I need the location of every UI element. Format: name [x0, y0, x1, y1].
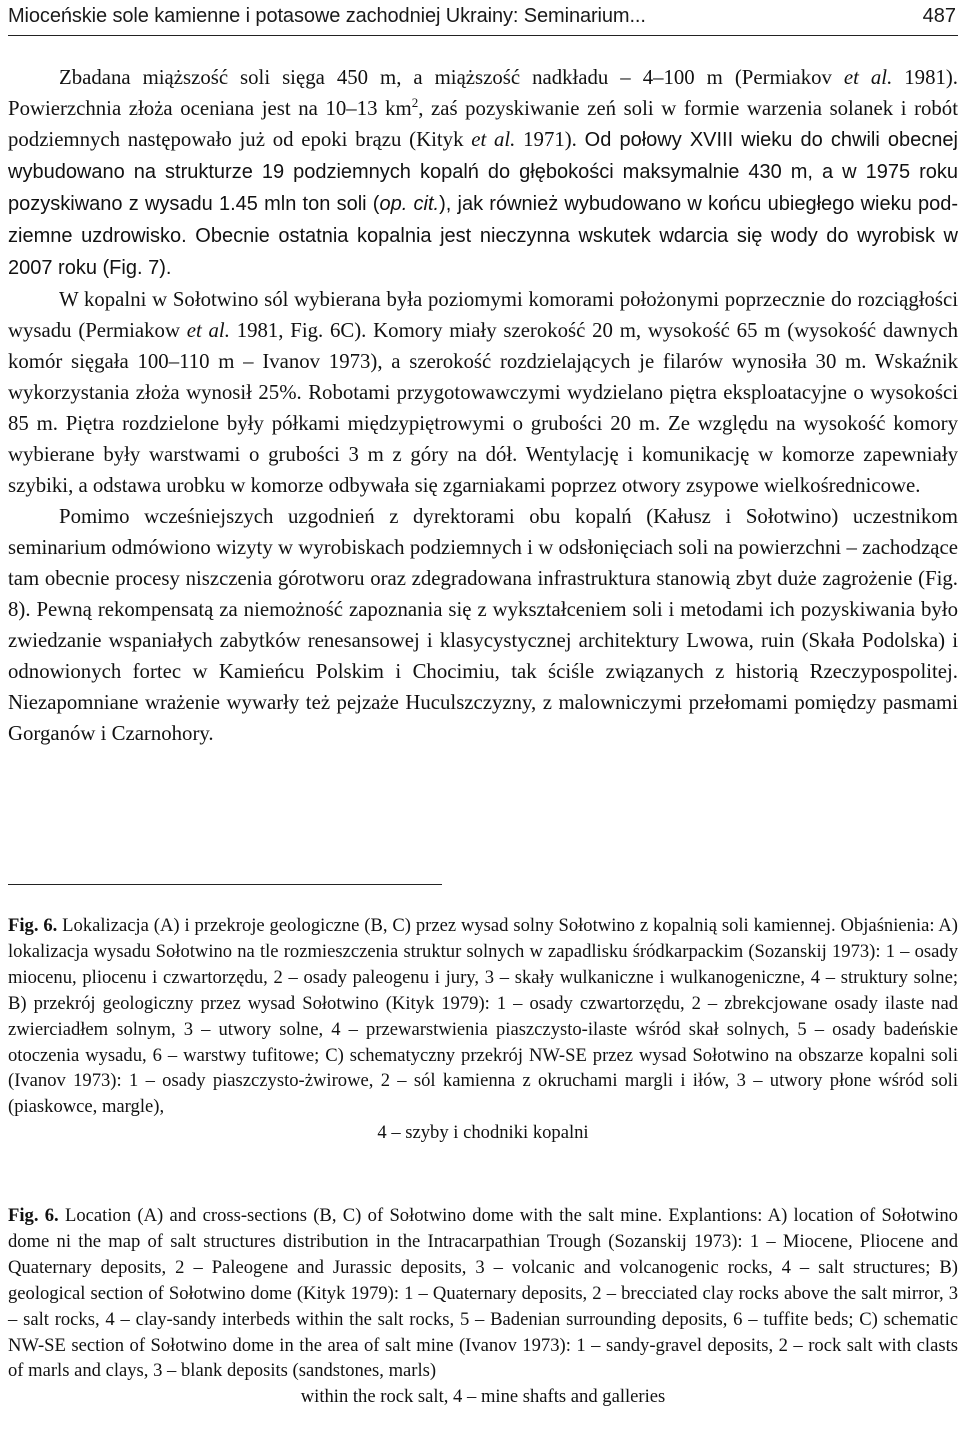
paragraph-2 — [8, 284, 958, 501]
p1-sans-text-a: Od połowy XVIII wieku do chwili obecnej wybudowano na strukturze 19 podziemnych kopalń do głębokości maksymalnie 430 m, a w 1975 roku pozyskiwano z wysadu 1.45 mln ton soli ( — [8, 129, 958, 215]
figure-caption-english — [8, 1203, 958, 1410]
p2-etal: et al. — [186, 319, 230, 342]
p2-text-a: W kopalni w Sołotwino sól wybierana była poziomymi komorami położonymi poprzecznie do rozciągłości wysadu (Permiakow — [8, 288, 958, 342]
p1-text-b: 1981). Powierzchnia złoża oceniana jest na 10–13 km — [8, 66, 958, 120]
caption-separator — [8, 884, 442, 885]
header-rule — [8, 35, 958, 36]
caption-pl-last-line: 4 – szyby i chodniki kopalni — [377, 1122, 589, 1144]
running-header-title: Mioceńskie sole kamienne i potasowe zachodniej Ukrainy: Seminarium... — [8, 5, 646, 27]
caption-en-text: Location (A) and cross-sections (B, C) of Sołotwino dome with the salt mine. Explantions: A) location of Sołotwino dome ni the map of salt structures distribution in the Intracarpathian Trough (Sozanskij 1973): 1 – Miocene, Pliocene and Quaternary deposits, 2 – Paleogene and Jurassic deposits, 3 – volcanic and volcanogenic rocks, 4 – salt structures; B) geological section of Sołotwino dome (Kityk 1979): 1 – Quaternary deposits, 2 – brecciated clay rocks above the salt mirror, 3 – salt rocks, 4 – clay-sandy interbeds within the salt rocks, 5 – Badenian surrounding deposits, 6 – tuffite beds; C) schematic NW-SE section of Sołotwino dome in the area of salt mine (Ivanov 1973): 1 – sandy-gravel deposits, 2 – rock salt with clasts of marls and clays, 3 – blank deposits (sandstones, marls) — [8, 1205, 958, 1382]
p1-sans-text-b: ), jak również wybudowano w końcu ubiegłego wieku podziemne uzdrowisko. Obecnie ostatnia kopalnia jest nieczynna wskutek wdarcia się wody do wyrobisk w 2007 roku (Fig. 7). — [8, 193, 958, 279]
caption-en-label: Fig. 6. — [8, 1205, 59, 1226]
page-number: 487 — [922, 5, 956, 27]
caption-pl-text: Lokalizacja (A) i przekroje geologiczne (B, C) przez wysad solny Sołotwino z kopalnią soli kamiennej. Objaśnienia: A) lokalizacja wysadu Sołotwino na tle rozmieszczenia struktur solnych w zapadlisku śródkarpackim (Sozanskij 1973): 1 – osady miocenu, pliocenu i czwartorzędu, 2 – osady paleogenu i jury, 3 – skały wulkaniczne i wulkanogeniczne, 4 – struktury solne; B) przekrój geologiczny przez wysad Sołotwino (Kityk 1979): 1 – osady czwartorzędu, 2 – zbrekcjowane osady ilaste nad zwierciadłem solnym, 3 – utwory solne, 4 – przewarstwienia piaszczysto-ilaste wśród skał solnych, 5 – osady badeńskie otoczenia wysadu, 6 – warstwy tufitowe; C) schematyczny przekrój NW-SE przez wysad Sołotwino na obszarze kopalni soli (Ivanov 1973): 1 – osady piaszczysto-żwirowe, 2 – sól kamienna z okruchami margli i iłów, 3 – utwory płone wśród soli (piaskowce, margle), — [8, 915, 958, 1118]
p1-etal-2: et al. — [471, 128, 516, 151]
p1-etal-1: et al. — [843, 66, 893, 89]
p1-text-c: , zaś pozyskiwanie zeń soli w formie warzenia solanek i robót podziemnych następowało już od epoki brązu (Kityk — [8, 97, 958, 151]
caption-pl-label: Fig. 6. — [8, 915, 58, 936]
p1-text-a: Zbadana miąższość soli sięga 450 m, a miąższość nadkładu – 4–100 m (Permiakov — [59, 66, 844, 89]
p1-superscript: 2 — [411, 95, 419, 111]
paragraph-3: Pomimo wcześniejszych uzgodnień z dyrektorami obu kopalń (Kałusz i Sołotwino) uczestnikom seminarium odmówiono wizyty w wyrobiskach podziemnych i w odsłonięciach soli na powierzchni – zachodzące tam obecnie procesy niszczenia górotworu oraz zdegradowana infrastruktura stanowią zbyt duże zagrożenie (Fig. 8). Pewną rekompensatą za niemożność zapoznania się z wykształceniem soli i metodami ich pozyskiwania było zwiedzanie wspaniałych zabytków renesansowej i klasycystycznej architektury Lwowa, ruin (Skała Podolska) i odnowionych fortec w Kamieńcu Polskim i Chocimiu, tak ściśle związanych z historią Rzeczypospolitej. Niezapomniane wrażenie wywarły też pejzaże Huculszczyzny, z malowniczymi przełomami pomiędzy pasmami Gorganów i Czarnohory. — [8, 505, 958, 745]
p1-op-cit: op. cit. — [379, 193, 440, 215]
p2-text-b: 1981, Fig. 6C). Komory miały szerokość 20 m, wysokość 65 m (wysokość dawnych komór sięgała 100–110 m – Ivanov 1973), a szerokość rozdzielających je filarów wynosiła 30 m. Wskaźnik wykorzystania złoża wynosił 25%. Robotami przygotowawczymi wydzielano piętra eksploatacyjne o wysokości 85 m. Piętra rozdzielone były półkami międzypiętrowymi o grubości 20 m. Ze względu na wysokość komory wybierane były warstwami o grubości 3 m z góry na dół. Wentylację i komunikację w komorze zapewniały szybiki, a odstawa urobku w komorze odbywała się zgarniakami poprzez otwory zsypowe wielkośrednicowe. — [8, 319, 959, 497]
body-text — [8, 62, 958, 749]
document-page — [8, 0, 958, 1433]
running-header — [8, 3, 958, 29]
caption-en-last-line: within the rock salt, 4 – mine shafts and galleries — [300, 1386, 666, 1408]
paragraph-1 — [8, 62, 958, 284]
figure-caption-polish — [8, 913, 958, 1146]
p1-text-d: 1971). — [515, 128, 585, 151]
